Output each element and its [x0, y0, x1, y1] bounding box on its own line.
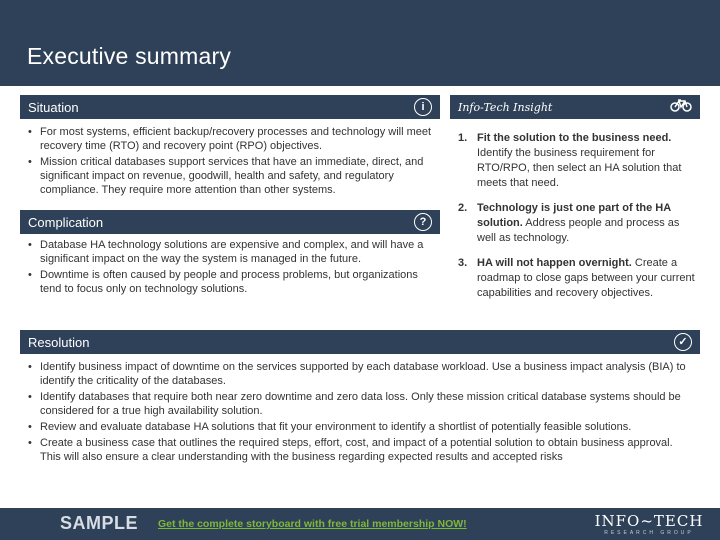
- resolution-list: [26, 360, 696, 466]
- situation-title: Situation: [28, 99, 79, 115]
- list-item: • For most systems, efficient backup/recovery processes and technology will meet recovery time (RTO) and recovery point (RPO) objectives.: [26, 125, 434, 153]
- list-item: • Mission critical databases support services that have an immediate, direct, and significant impact on revenue, goodwill, health and safety, and regulatory compliance. They require more attention than other systems.: [26, 155, 434, 197]
- list-item: • Identify databases that require both near zero downtime and zero data loss. Only these mission critical database systems should be considered for a true high availability solution.: [26, 390, 696, 418]
- resolution-header: [20, 330, 700, 354]
- insight-item: [458, 256, 698, 301]
- insight-header: [450, 95, 700, 119]
- insight-item: [458, 131, 698, 191]
- insight-lead: HA will not happen overnight.: [477, 257, 632, 269]
- list-item: • Create a business case that outlines the required steps, effort, cost, and impact of a potential solution to obtain business approval. This will also ensure a clear understanding with the business regarding expected results and accepted risks: [26, 436, 696, 464]
- footer-bar: [0, 508, 720, 540]
- bicycle-icon: [670, 98, 692, 117]
- logo-tagline: RESEARCH GROUP: [604, 530, 694, 536]
- insight-text: Address people and process as well as technology.: [477, 217, 680, 244]
- insight-text: Create a roadmap to close gaps between your current capabilities and recovery objectives.: [477, 257, 695, 299]
- situation-list: [26, 125, 434, 199]
- resolution-title: Resolution: [28, 334, 90, 350]
- free-trial-link[interactable]: Get the complete storyboard with free trial membership NOW!: [158, 518, 467, 530]
- list-item: • Downtime is often caused by people and process problems, but organizations tend to focus only on technology solutions.: [26, 268, 434, 296]
- complication-header: [20, 210, 440, 234]
- insight-title: Info-Tech Insight: [458, 100, 553, 114]
- logo-name: INFO~TECH: [594, 512, 704, 530]
- insight-number: 3.: [458, 257, 468, 269]
- info-tech-logo: [594, 512, 704, 536]
- insight-lead: Technology is just one part of the HA solution.: [477, 202, 671, 229]
- insight-number: 1.: [458, 132, 468, 144]
- list-item: • Review and evaluate database HA solutions that fit your environment to identify a shortlist of potentially feasible solutions.: [26, 420, 696, 434]
- sample-label: SAMPLE: [60, 513, 139, 533]
- list-item: • Identify business impact of downtime on the services supported by each database workload. Use a business impact analysis (BIA) to identify the criticality of the databases.: [26, 360, 696, 388]
- title-bar: [0, 0, 720, 86]
- insight-lead: Fit the solution to the business need.: [477, 132, 672, 144]
- insight-text: Identify the business requirement for RTO/RPO, then select an HA solution that meets that need.: [477, 147, 682, 189]
- info-icon: i: [414, 98, 432, 116]
- page-title: Executive summary: [27, 43, 232, 69]
- insight-list: [458, 131, 698, 301]
- insight-item: [458, 201, 698, 246]
- question-icon: ?: [414, 213, 432, 231]
- complication-title: Complication: [28, 214, 104, 230]
- list-item: • Database HA technology solutions are expensive and complex, and will have a significant impact on the way the system is managed in the future.: [26, 238, 434, 266]
- check-circle-icon: ✓: [674, 333, 692, 351]
- complication-list: [26, 238, 434, 298]
- insight-number: 2.: [458, 202, 468, 214]
- situation-header: [20, 95, 440, 119]
